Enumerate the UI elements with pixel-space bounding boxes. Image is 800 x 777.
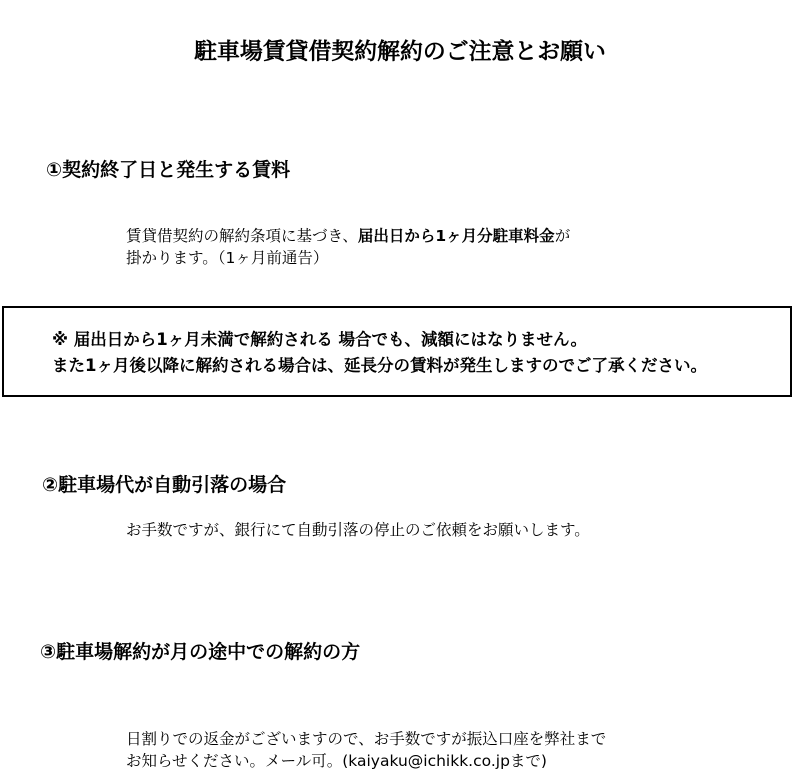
section-heading-contract-end: ①契約終了日と発生する賃料 [46, 159, 291, 181]
notice-line: ※ 届出日から1ヶ月未満で解約される 場合でも、減額にはなりません。 [52, 330, 588, 349]
section-text-mid-month [126, 728, 606, 772]
section-text-contract-end [126, 225, 570, 269]
page-title: 駐車場賃貸借契約解約のご注意とお願い [194, 39, 606, 65]
section-text-line: 掛かります。（1ヶ月前通告） [126, 249, 329, 267]
section-text-line [126, 225, 570, 247]
text-span: が [554, 227, 571, 245]
highlight-text: 届出日から1ヶ月分駐車料金 [357, 227, 555, 245]
text-span: 賃貸借契約の解約条項に基づき、 [126, 227, 358, 245]
section-text-line: 日割りでの返金がございますので、お手数ですが振込口座を弊社まで [126, 730, 607, 748]
section-heading-mid-month: ③駐車場解約が月の途中での解約の方 [40, 641, 361, 663]
section-text-auto-debit: お手数ですが、銀行にて自動引落の停止のご依頼をお願いします。 [126, 521, 590, 539]
section-heading-auto-debit: ②駐車場代が自動引落の場合 [42, 474, 287, 496]
notice-line: また1ヶ月後以降に解約される場合は、延長分の賃料が発生しますのでご了承ください。 [52, 356, 707, 375]
section-text-line: お知らせください。メール可。(kaiyaku@ichikk.co.jpまで) [126, 752, 547, 770]
notice-box [2, 306, 792, 397]
